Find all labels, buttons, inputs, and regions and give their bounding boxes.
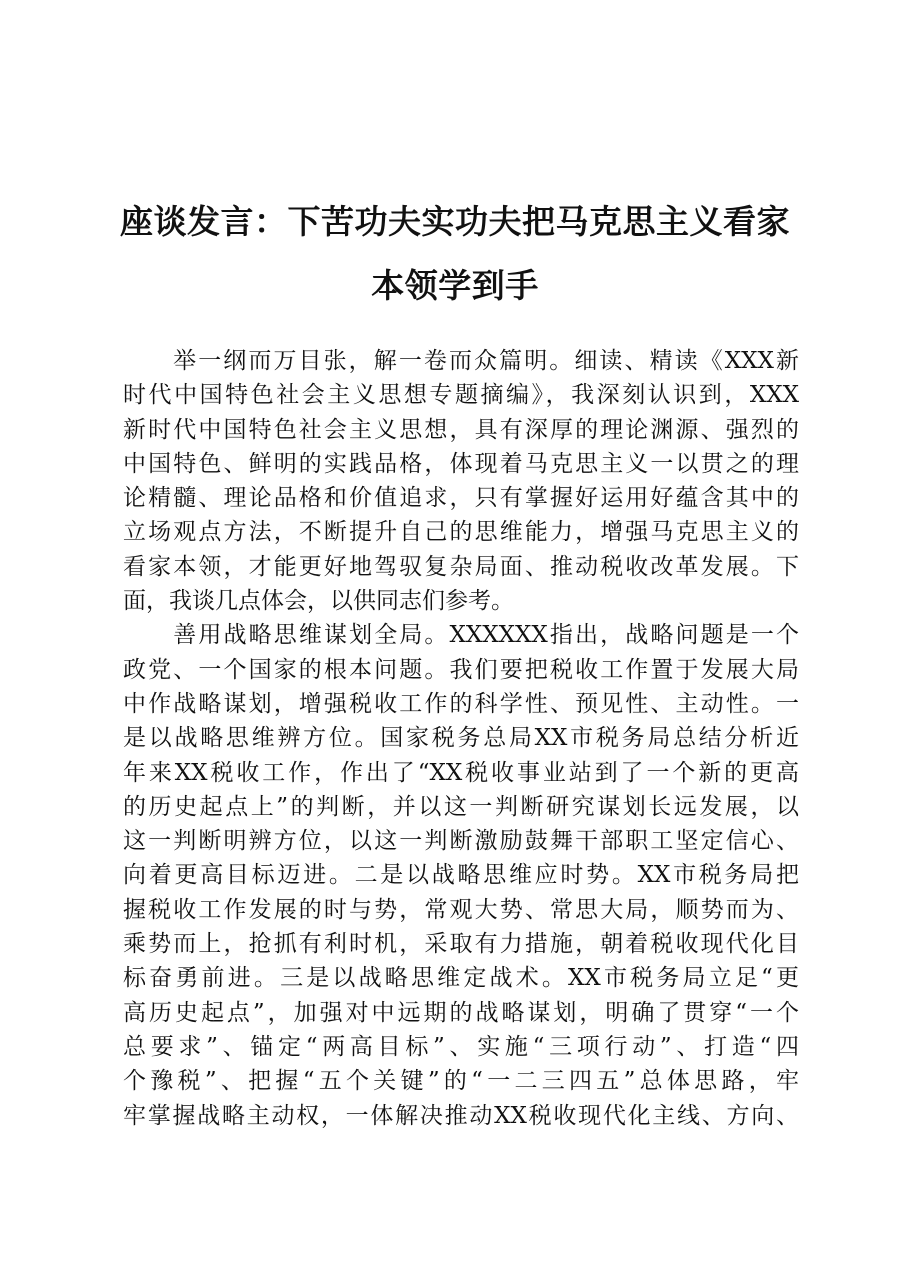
text-line: 是以战略思维辨方位。国家税务总局XX市税务局总结分析近 bbox=[123, 725, 799, 752]
body-text bbox=[123, 344, 799, 1133]
text-line: 年来XX税收工作，作出了“XX税收事业站到了一个新的更高 bbox=[123, 759, 799, 786]
text-line: 面，我谈几点体会，以供同志们参考。 bbox=[123, 588, 514, 615]
text-line: 政党、一个国家的根本问题。我们要把税收工作置于发展大局 bbox=[123, 656, 799, 683]
text-line: 高历史起点”，加强对中远期的战略谋划，明确了贯穿“一个 bbox=[123, 999, 799, 1026]
title-line-1: 座谈发言：下苦功夫实功夫把马克思主义看家 bbox=[120, 202, 790, 241]
text-line: 论精髓、理论品格和价值追求，只有掌握好运用好蕴含其中的 bbox=[123, 485, 799, 512]
text-line: 举一纲而万目张，解一卷而众篇明。细读、精读《XXX新 bbox=[123, 348, 799, 374]
text-line: 善用战略思维谋划全局。XXXXXX指出，战略问题是一个 bbox=[123, 622, 799, 649]
title-line-2: 本领学到手 bbox=[371, 266, 539, 305]
text-line: 牢掌握战略主动权，一体解决推动XX税收现代化主线、方向、 bbox=[123, 1102, 799, 1129]
text-line: 乘势而上，抢抓有利时机，采取有力措施，朝着税收现代化目 bbox=[123, 931, 799, 958]
text-line: 向着更高目标迈进。二是以战略思维应时势。XX市税务局把 bbox=[123, 862, 799, 889]
text-line: 看家本领，才能更好地驾驭复杂局面、推动税收改革发展。下 bbox=[123, 553, 799, 580]
text-line: 中国特色、鲜明的实践品格，体现着马克思主义一以贯之的理 bbox=[123, 450, 799, 477]
document-title bbox=[110, 190, 800, 318]
text-line: 总要求”、锚定“两高目标”、实施“三项行动”、打造“四 bbox=[123, 1033, 799, 1060]
text-line: 时代中国特色社会主义思想专题摘编》，我深刻认识到，XXX bbox=[123, 382, 799, 409]
text-line: 标奋勇前进。三是以战略思维定战术。XX市税务局立足“更 bbox=[123, 965, 799, 992]
text-line: 立场观点方法，不断提升自己的思维能力，增强马克思主义的 bbox=[123, 519, 799, 546]
text-line: 新时代中国特色社会主义思想，具有深厚的理论渊源、强烈的 bbox=[123, 416, 799, 443]
text-line: 握税收工作发展的时与势，常观大势、常思大局，顺势而为、 bbox=[123, 896, 799, 923]
text-line: 中作战略谋划，增强税收工作的科学性、预见性、主动性。一 bbox=[123, 690, 799, 717]
text-line: 个豫税”、把握“五个关键”的“一二三四五”总体思路，牢 bbox=[123, 1068, 799, 1095]
text-line: 这一判断明辨方位，以这一判断激励鼓舞干部职工坚定信心、 bbox=[123, 828, 799, 855]
text-line: 的历史起点上”的判断，并以这一判断研究谋划长远发展，以 bbox=[123, 793, 799, 820]
